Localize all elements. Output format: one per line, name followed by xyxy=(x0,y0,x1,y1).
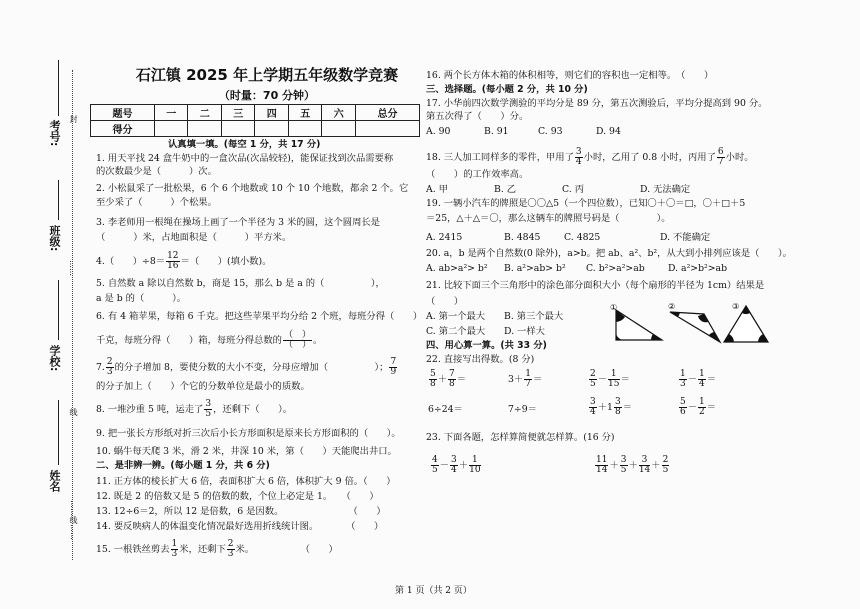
q20-option-d: D. a²>b²>ab xyxy=(668,263,728,274)
q19-option-d: D. 不能确定 xyxy=(660,232,711,243)
q21-option-d: D. 一样大 xyxy=(504,326,545,337)
q13: 13. 12÷6＝2，所以 12 是倍数，6 是因数。 （ ） xyxy=(96,506,386,517)
q3-line2: （ ）米，占地面积是（ ）平方米。 xyxy=(96,232,292,243)
q6-line1: 6. 有 4 箱苹果，每箱 6 千克。把这些苹果平均分给 2 个班，每班分得（ ） xyxy=(96,311,423,322)
fraction: $\frac{2}{3}$ xyxy=(106,357,113,377)
score-cell: 总分 xyxy=(355,105,419,121)
q1-line2: 的次数最少是（ ）次。 xyxy=(96,166,217,177)
q6-line2: 千克，每班分得（ ）箱，每班分得总数的 （ ） （ ） 。 xyxy=(96,330,323,350)
score-blank[interactable] xyxy=(255,121,289,137)
q1-line1: 1. 用天平找 24 盒牛奶中的一盒次品(次品较轻)，能保证找到次品需要称 xyxy=(96,153,394,164)
q18-line1: 18. 三人加工同样多的零件，甲用了 $\frac{3}{4}$ 小时，乙用了 0.8 小时，丙用了 $\frac{6}{7}$ 小时。 xyxy=(426,147,754,167)
q15: 15. 一根铁丝剪去 $\frac{1}{3}$ 米，还剩下 $\frac{2}{3}$ 米。 （ ） xyxy=(96,539,338,559)
calc-6: 7÷9＝ xyxy=(508,404,537,415)
q17-option-d: D. 94 xyxy=(596,126,621,137)
triangle-1 xyxy=(616,310,662,340)
q18-line2: （ ）的工作效率高。 xyxy=(426,169,529,180)
q21-triangle-figures xyxy=(608,300,778,348)
q22-title: 22. 直接写出得数。(8 分) xyxy=(426,354,535,365)
score-cell: 题号 xyxy=(91,105,155,121)
calc-5: 6÷24＝ xyxy=(428,404,463,415)
school-blank xyxy=(58,280,59,340)
cut-dots: …… xyxy=(68,260,77,276)
q21-option-c: C. 第二个最大 xyxy=(426,326,486,337)
q19-line1: 19. 一辆小汽车的牌照是〇〇△5（一个四位数），已知〇＋〇＝□，〇＋□＋5 xyxy=(426,198,746,209)
q23-title: 23. 下面各题，怎样算简便就怎样算。(16 分) xyxy=(426,432,615,443)
q2-line2: 至少采了（ ）个松果。 xyxy=(96,197,217,208)
calc-1: $\frac{5}{8}$ ＋ $\frac{7}{8}$ ＝ xyxy=(430,369,467,389)
q18-option-c: C. 丙 xyxy=(562,184,584,195)
fraction: $\frac{2}{3}$ xyxy=(227,539,234,559)
name-label: 姓名 xyxy=(48,470,61,492)
binding-dotted-line xyxy=(72,70,84,560)
calc-4: $\frac{1}{3}$ － $\frac{1}{4}$ ＝ xyxy=(680,369,717,389)
q21-line1: 21. 比较下面三个三角形中的涂色部分面积大小（每个扇形的半径为 1cm）结果是 xyxy=(426,280,765,291)
q9: 9. 把一张长方形纸对折三次后小长方形面积是原来长方形面积的（ ）。 xyxy=(96,428,401,439)
section-3-title: 三、选择题。(每小题 2 分，共 10 分) xyxy=(426,84,588,95)
figure-label-3: ③ xyxy=(732,302,740,311)
q20-question: 20. a，b 是两个自然数(0 除外)，a>b。把 ab、a²、b²，从大到小排列应该是（ ）。 xyxy=(426,248,792,259)
calc-2: 3＋ $\frac{1}{7}$ ＝ xyxy=(508,369,543,389)
name-blank xyxy=(58,400,59,465)
q2-line1: 2. 小松鼠采了一批松果，6 个 6 个地数或 10 个 10 个地数，都余 2 个。它 xyxy=(96,183,409,194)
score-value-row xyxy=(91,121,420,137)
expr-2: $\frac{11}{14}$ ＋ $\frac{3}{5}$ ＋ $\frac{3}{14}$ ＋ $\frac{2}{5}$ xyxy=(596,455,669,475)
fraction-blank: （ ） （ ） xyxy=(283,330,311,350)
q20-option-c: C. b²>a²>ab xyxy=(586,263,645,274)
q19-line2: ＝25，△＋△＝〇，那么这辆车的牌照号码是（ ）。 xyxy=(426,213,671,224)
cut-line-text: ……线…… xyxy=(69,500,78,540)
section-4-title: 四、用心算一算。(共 33 分) xyxy=(426,340,547,351)
q4: 4.（ ）÷8＝ $\frac{12}{16}$ ＝（ ）(填小数)。 xyxy=(96,251,272,271)
fraction: $\frac{3}{4}$ xyxy=(575,147,582,167)
q3-line1: 3. 李老师用一根绳在操场上画了一个半径为 3 米的圆，这个圆周长是 xyxy=(96,217,380,228)
q17-option-a: A. 90 xyxy=(426,126,451,137)
q16: 16. 两个长方体木箱的体积相等，则它们的容积也一定相等。 （ ） xyxy=(426,70,714,81)
calc-3: $\frac{2}{5}$ － $\frac{1}{15}$ ＝ xyxy=(590,369,630,389)
triangle-2 xyxy=(670,312,720,342)
q17-line1: 17. 小华前四次数学测验的平均分是 89 分，第五次测验后，平均分提高到 90 分。 xyxy=(426,98,768,109)
score-blank[interactable] xyxy=(322,121,356,137)
figure-label-1: ① xyxy=(610,303,618,312)
q19-option-c: C. 4825 xyxy=(564,232,601,243)
class-blank xyxy=(58,180,59,220)
section-2-title: 二、是非辨一辨。(每小题 1 分，共 6 分) xyxy=(96,460,270,471)
q14: 14. 要反映病人的体温变化情况最好选用折线统计图。 （ ） xyxy=(96,521,384,532)
q17-option-b: B. 91 xyxy=(484,126,509,137)
score-header-row xyxy=(91,105,420,121)
q10: 10. 蜗牛每天爬 3 米，滑 2 米，井深 10 米，第（ ）天能爬出井口。 xyxy=(96,446,397,457)
exam-number-label: 考号: xyxy=(48,120,61,147)
q5-line1: 5. 自然数 a 除以自然数 b，商是 15，那么 b 是 a 的（ ）， xyxy=(96,278,385,289)
score-table xyxy=(90,104,420,137)
q21-line2: （ ） xyxy=(426,296,464,307)
q20-option-b: B. a²>ab> b² xyxy=(504,263,566,274)
q19-option-a: A. 2415 xyxy=(426,232,463,243)
fraction: $\frac{7}{9}$ xyxy=(390,357,397,377)
score-cell: 四 xyxy=(255,105,289,121)
exam-title: 石江镇 2025 年上学期五年级数学竞赛 xyxy=(135,66,399,84)
score-cell: 六 xyxy=(322,105,356,121)
score-cell: 得分 xyxy=(91,121,155,137)
q18-option-a: A. 甲 xyxy=(426,184,448,195)
q12: 12. 既是 2 的倍数又是 5 的倍数的数，个位上必定是 1。 （ ） xyxy=(96,491,379,502)
section-1-title: 认真填一填。(每空 1 分，共 17 分) xyxy=(168,139,321,150)
q7-line2: 的分子加上（ ）个它的分数单位是最小的质数。 xyxy=(96,381,310,392)
q18-option-b: B. 乙 xyxy=(494,184,517,195)
page-footer: 第 1 页（共 2 页） xyxy=(395,586,472,596)
score-cell: 一 xyxy=(154,105,188,121)
q11: 11. 正方体的棱长扩大 6 倍，表面积扩大 6 倍，体积扩大 9 倍。（ ） xyxy=(96,476,396,487)
q21-option-b: B. 第三个最大 xyxy=(504,311,564,322)
school-label: 学校: xyxy=(48,345,61,372)
q17-line2: 第五次得了（ ）分。 xyxy=(426,111,529,122)
q5-line2: a 是 b 的（ ）。 xyxy=(96,293,187,304)
cut-line-mark: 线 xyxy=(69,408,78,416)
score-blank[interactable] xyxy=(154,121,188,137)
figure-label-2: ② xyxy=(668,302,676,311)
seal-mark: 封 xyxy=(69,115,78,123)
fraction: $\frac{3}{5}$ xyxy=(205,399,212,419)
calc-7: $\frac{3}{4}$ ＋1 $\frac{3}{8}$ ＝ xyxy=(590,397,633,417)
expr-1: $\frac{4}{5}$ － $\frac{3}{4}$ ＋ $\frac{1}{10}$ xyxy=(432,455,481,475)
score-blank[interactable] xyxy=(288,121,322,137)
q19-option-b: B. 4845 xyxy=(504,232,541,243)
score-blank[interactable] xyxy=(188,121,222,137)
score-cell: 五 xyxy=(288,105,322,121)
score-cell: 二 xyxy=(188,105,222,121)
calc-8: $\frac{5}{6}$ － $\frac{1}{2}$ ＝ xyxy=(680,397,717,417)
exam-number-blank xyxy=(58,60,59,116)
q7-line1: 7. $\frac{2}{3}$ 的分子增加 8，要使分数的大小不变，分母应增加（ ）； $\frac{7}{9}$ xyxy=(96,357,397,377)
q8: 8. 一堆沙重 5 吨，运走了 $\frac{3}{5}$ ，还剩下（ ）。 xyxy=(96,399,293,419)
score-blank[interactable] xyxy=(221,121,255,137)
exam-time: （时量：70 分钟） xyxy=(218,89,316,102)
triangle-3 xyxy=(724,306,768,342)
q20-option-a: A. ab>a²> b² xyxy=(426,263,488,274)
score-blank[interactable] xyxy=(355,121,419,137)
score-cell: 三 xyxy=(221,105,255,121)
fraction: $\frac{6}{7}$ xyxy=(717,147,724,167)
q18-option-d: D. 无法确定 xyxy=(640,184,691,195)
fraction: $\frac{12}{16}$ xyxy=(167,251,179,271)
fraction: $\frac{1}{3}$ xyxy=(171,539,178,559)
q17-option-c: C. 93 xyxy=(538,126,563,137)
class-label: 班级: xyxy=(48,225,61,252)
q21-option-a: A. 第一个最大 xyxy=(426,311,486,322)
